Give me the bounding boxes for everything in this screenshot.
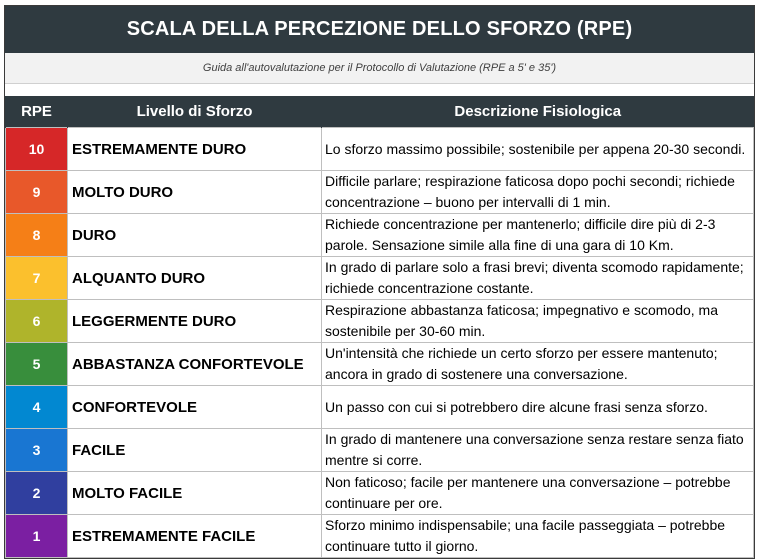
effort-level-cell: ESTREMAMENTE DURO [68,128,322,171]
rpe-value-cell: 5 [6,343,68,386]
rpe-scale-sheet [4,5,755,559]
table-row [6,343,754,386]
rpe-value-cell: 4 [6,386,68,429]
table-row [6,128,754,171]
rpe-value-cell: 6 [6,300,68,343]
description-cell: Non faticoso; facile per mantenere una conversazione – potrebbe continuare per ore. [322,472,754,515]
table-body [6,128,754,558]
rpe-value-cell: 9 [6,171,68,214]
effort-level-cell: CONFORTEVOLE [68,386,322,429]
header-level: Livello di Sforzo [68,96,322,128]
description-cell: Richiede concentrazione per mantenerlo; difficile dire più di 2-3 parole. Sensazione simile alla fine di una gara di 10 Km. [322,214,754,257]
description-cell: Respirazione abbastanza faticosa; impegnativo e scomodo, ma sostenibile per 30-60 min. [322,300,754,343]
table-row [6,257,754,300]
description-cell: Un'intensità che richiede un certo sforzo per essere mantenuto; ancora in grado di sostenere una conversazione. [322,343,754,386]
table-row [6,429,754,472]
effort-level-cell: ALQUANTO DURO [68,257,322,300]
header-rpe: RPE [6,96,68,128]
effort-level-cell: ABBASTANZA CONFORTEVOLE [68,343,322,386]
rpe-value-cell: 7 [6,257,68,300]
sheet-subtitle: Guida all'autovalutazione per il Protocollo di Valutazione (RPE a 5' e 35') [5,53,754,84]
rpe-value-cell: 3 [6,429,68,472]
header-description: Descrizione Fisiologica [322,96,754,128]
description-cell: In grado di mantenere una conversazione senza restare senza fiato mentre si corre. [322,429,754,472]
effort-level-cell: MOLTO DURO [68,171,322,214]
effort-level-cell: FACILE [68,429,322,472]
effort-level-cell: MOLTO FACILE [68,472,322,515]
rpe-value-cell: 8 [6,214,68,257]
rpe-value-cell: 1 [6,515,68,558]
description-cell: Sforzo minimo indispensabile; una facile passeggiata – potrebbe continuare tutto il giorno. [322,515,754,558]
spacer-row [5,84,754,96]
effort-level-cell: ESTREMAMENTE FACILE [68,515,322,558]
effort-level-cell: DURO [68,214,322,257]
table-header-row [6,96,754,128]
description-cell: In grado di parlare solo a frasi brevi; diventa scomodo rapidamente; richiede concentrazione costante. [322,257,754,300]
rpe-value-cell: 2 [6,472,68,515]
table-row [6,386,754,429]
rpe-value-cell: 10 [6,128,68,171]
table-row [6,214,754,257]
description-cell: Un passo con cui si potrebbero dire alcune frasi senza sforzo. [322,386,754,429]
table-row [6,171,754,214]
description-cell: Lo sforzo massimo possibile; sostenibile per appena 20-30 secondi. [322,128,754,171]
rpe-table [5,96,754,558]
effort-level-cell: LEGGERMENTE DURO [68,300,322,343]
description-cell: Difficile parlare; respirazione faticosa dopo pochi secondi; richiede concentrazione – buono per intervalli di 1 min. [322,171,754,214]
sheet-title: SCALA DELLA PERCEZIONE DELLO SFORZO (RPE) [5,6,754,53]
table-row [6,472,754,515]
table-row [6,515,754,558]
table-row [6,300,754,343]
